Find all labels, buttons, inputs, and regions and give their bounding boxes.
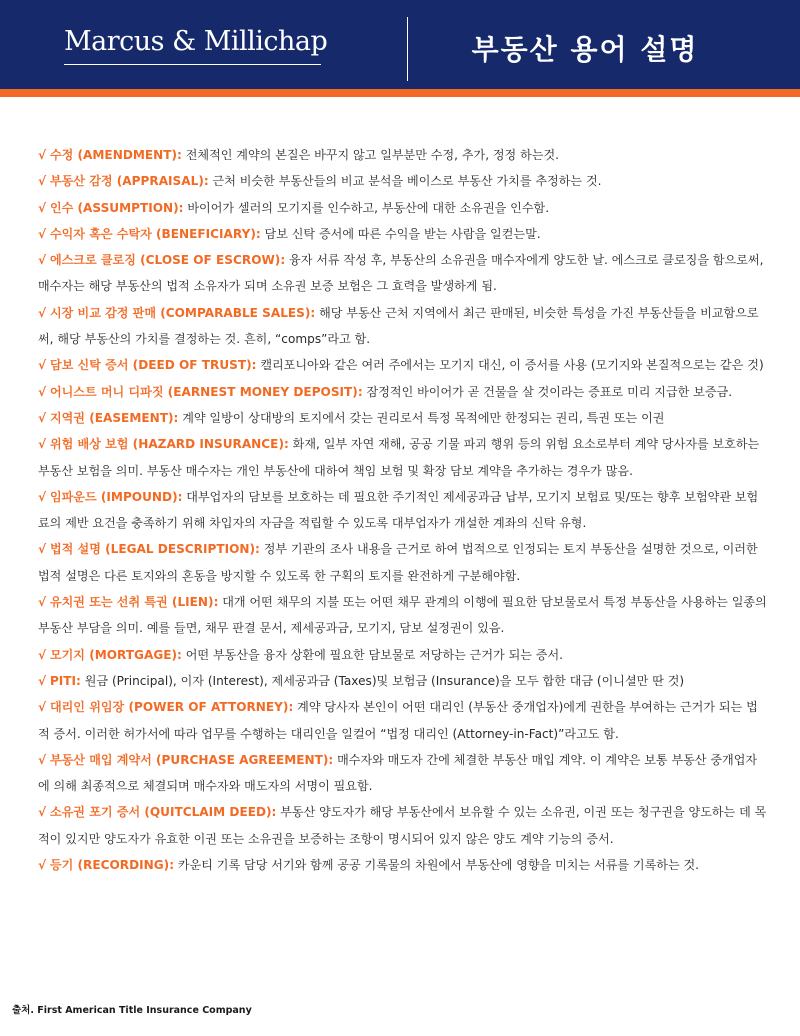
glossary-item [38,799,768,852]
glossary-item [38,352,768,378]
term-name: 유치권 또는 선취 특권 (LIEN): [49,595,219,610]
term-definition: 바이어가 셀러의 모기지를 인수하고, 부동산에 대한 소유권을 인수함. [183,200,550,215]
glossary-item [38,405,768,431]
glossary-item [38,431,768,484]
header-divider [407,17,408,81]
term-definition: 원금 (Principal), 이자 (Interest), 제세공과금 (Taxes)및 보험금 (Insurance)을 모두 합한 대금 (이니셜만 딴 것) [80,673,685,688]
header-banner [0,0,800,89]
term-name: 수익자 혹은 수탁자 (BENEFICIARY): [49,226,261,241]
check-icon: √ [38,384,47,399]
term-name: 지역권 (EASEMENT): [49,410,179,425]
term-definition: 화재, 일부 자연 재해, 공공 기물 파괴 행위 등의 위험 요소로부터 계약 당사자를 보호하는 부동산 보험을 의미. 부동산 매수자는 개인 부동산에 대하여 책임 보험 및 확장 담보 계약을 추가하는 경우가 많음. [38,437,760,478]
glossary-item [38,168,768,194]
page-title: 부동산 용어 설명 [471,33,699,66]
term-name: 대리인 위임장 (POWER OF ATTORNEY): [49,700,294,715]
check-icon: √ [38,595,47,610]
term-definition: 정부 기관의 조사 내용을 근거로 하여 법적으로 인정되는 토지 부동산을 설명한 것으로, 이러한 법적 설명은 다른 토지와의 혼동을 방지할 수 있도록 한 구획의 토지를 완전하게 구분해야함. [38,542,758,583]
check-icon: √ [38,437,47,452]
check-icon: √ [38,253,47,268]
check-icon: √ [38,700,47,715]
check-icon: √ [38,200,47,215]
term-definition: 잠정적인 바이어가 곧 건물을 살 것이라는 증표로 미리 지급한 보증금. [362,384,733,399]
glossary-item [38,852,768,878]
glossary-item [38,247,768,300]
term-definition: 대개 어떤 채무의 지불 또는 어떤 채무 관계의 이행에 필요한 담보물로서 특정 부동산을 사용하는 일종의 부동산 부담을 의미. 예를 들면, 채무 판결 문서, 제세공과금, 모기지, 담보 설정권이 있음. [38,595,767,636]
term-name: 시장 비교 감정 판매 (COMPARABLE SALES): [49,305,316,320]
glossary-item [38,536,768,589]
glossary-list [38,142,768,878]
glossary-item [38,668,768,694]
term-definition: 근처 비슷한 부동산들의 비교 분석을 베이스로 부동산 가치를 추정하는 것. [208,174,602,189]
glossary-item [38,642,768,668]
check-icon: √ [38,410,47,425]
check-icon: √ [38,542,47,557]
term-definition: 캘리포니아와 같은 여러 주에서는 모기지 대신, 이 증서를 사용 (모기지와 본질적으로는 같은 것) [256,358,764,373]
term-name: 수정 (AMENDMENT): [49,148,182,162]
term-name: 등기 (RECORDING): [49,858,175,873]
term-name: 인수 (ASSUMPTION): [49,200,184,215]
term-name: 부동산 매입 계약서 (PURCHASE AGREEMENT): [49,752,334,767]
glossary-item [38,195,768,221]
glossary-item [38,142,768,168]
glossary-item [38,221,768,247]
glossary-item [38,694,768,747]
term-name: 담보 신탁 증서 (DEED OF TRUST): [49,358,257,373]
term-name: 임파운드 (IMPOUND): [49,489,183,504]
check-icon: √ [38,858,47,873]
term-definition: 부동산 양도자가 해당 부동산에서 보유할 수 있는 소유권, 이권 또는 청구권을 양도하는 데 목적이 있지만 양도자가 유효한 이권 또는 소유권을 보증하는 조항이 명시되어 있지 않은 양도 계약 기능의 증서. [38,805,767,846]
logo-underline [64,64,321,65]
term-name: PITI: [49,673,81,688]
check-icon: √ [38,226,47,241]
glossary-item [38,484,768,537]
term-definition: 대부업자의 담보를 보호하는 데 필요한 주기적인 제세공과금 납부, 모기지 보험료 및/또는 향후 보험약관 보험료의 제반 요건을 충족하기 위해 차입자의 자금을 적립할 수 있도록 대부업자가 개설한 계좌의 신탁 유형. [38,489,759,531]
glossary-item [38,589,768,642]
glossary-item [38,300,768,353]
term-definition: 전체적인 계약의 본질은 바꾸지 않고 일부분만 수정, 추가, 정정 하는것. [181,148,559,162]
accent-bar [0,89,800,97]
glossary-item [38,747,768,800]
term-name: 위험 배상 보험 (HAZARD INSURANCE): [49,437,289,452]
check-icon: √ [38,673,47,688]
glossary-item [38,379,768,405]
term-name: 부동산 감정 (APPRAISAL): [49,174,209,189]
check-icon: √ [38,358,47,373]
check-icon: √ [38,148,47,162]
check-icon: √ [38,752,47,767]
check-icon: √ [38,174,47,189]
term-definition: 해당 부동산 근처 지역에서 최근 판매된, 비슷한 특성을 가진 부동산들을 비교함으로써, 해당 부동산의 가치를 결정하는 것. 흔히, “comps”라고 함. [38,305,759,347]
check-icon: √ [38,489,47,504]
term-definition: 융자 서류 작성 후, 부동산의 소유권을 매수자에게 양도한 날. 에스크로 클로징을 함으로써, 매수자는 해당 부동산의 법적 소유자가 되며 소유권 보증 보험은 그 효력을 발생하게 됨. [38,253,764,294]
term-name: 에스크로 클로징 (CLOSE OF ESCROW): [49,253,286,268]
source-citation: 출처. First American Title Insurance Company [12,1005,252,1016]
term-definition: 매수자와 매도자 간에 체결한 부동산 매입 계약. 이 계약은 보통 부동산 중개업자에 의해 최종적으로 체결되며 매수자와 매도자의 서명이 필요함. [38,752,758,794]
term-name: 소유권 포기 증서 (QUITCLAIM DEED): [49,805,277,820]
term-definition: 계약 당사자 본인이 어떤 대리인 (부동산 중개업자)에게 권한을 부여하는 근거가 되는 법적 증서. 이러한 허가서에 따라 업무를 수행하는 대리인을 일컬어 “법정 대리인 (Attorney-in-Fact)”라고도 함. [38,700,758,741]
term-definition: 계약 일방이 상대방의 토지에서 갖는 권리로서 특정 목적에만 한정되는 권리, 특권 또는 이권 [178,410,665,425]
term-definition: 담보 신탁 증서에 따른 수익을 받는 사람을 일컫는말. [260,226,541,241]
check-icon: √ [38,647,47,662]
term-definition: 어떤 부동산을 융자 상환에 필요한 담보물로 저당하는 근거가 되는 증서. [181,647,563,662]
term-definition: 카운티 기록 담당 서기와 함께 공공 기록물의 차원에서 부동산에 영향을 미치는 서류를 기록하는 것. [174,858,700,873]
check-icon: √ [38,305,47,320]
term-name: 모기지 (MORTGAGE): [49,647,182,662]
term-name: 어니스트 머니 디파짓 (EARNEST MONEY DEPOSIT): [49,384,363,399]
term-name: 법적 설명 (LEGAL DESCRIPTION): [49,542,260,557]
company-logo: Marcus & Millichap [64,26,328,57]
check-icon: √ [38,805,47,820]
